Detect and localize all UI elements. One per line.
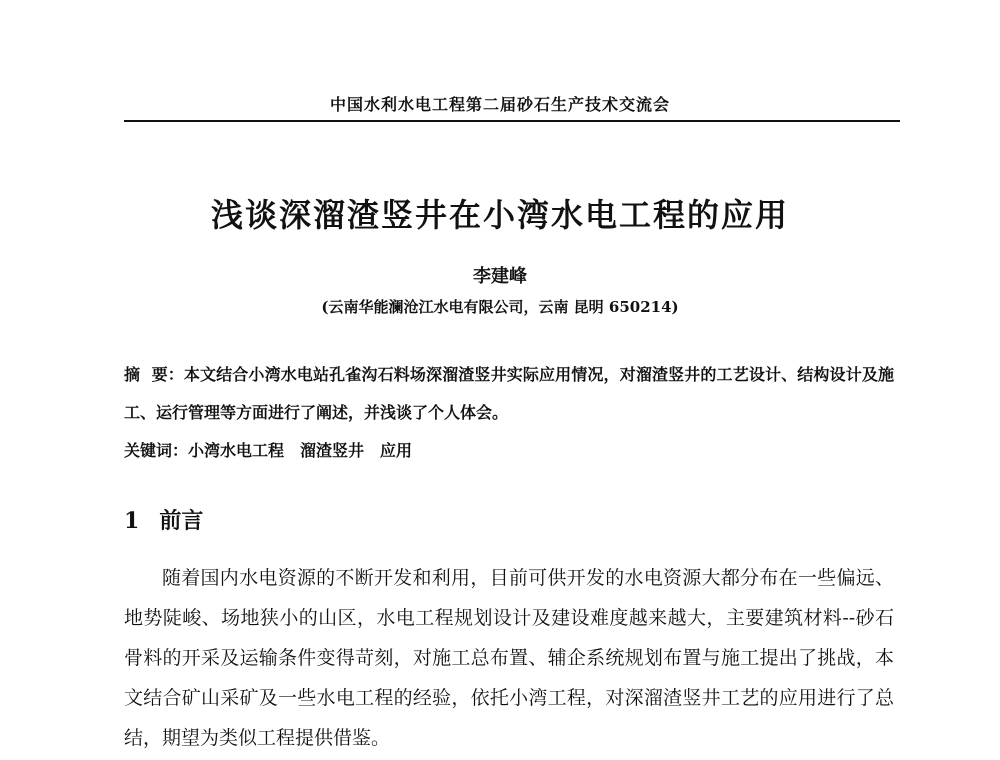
section-number: 1	[124, 508, 140, 534]
header-rule	[124, 120, 900, 122]
keywords	[124, 436, 894, 466]
paper-title: 浅谈深溜渣竖井在小湾水电工程的应用	[210, 196, 789, 234]
keyword-item: 应用	[380, 441, 413, 460]
author-name: 李建峰	[473, 266, 527, 287]
running-header: 中国水利水电工程第二届砂石生产技术交流会	[329, 95, 670, 114]
section-heading	[124, 504, 203, 535]
body-paragraph: 随着国内水电资源的不断开发和利用，目前可供开发的水电资源大都分布在一些偏远、地势陡峻、场地狭小的山区，水电工程规划设计及建设难度越来越大，主要建筑材料--砂石骨料的开采及运输条件变得苛刻，对施工总布置、辅企系统规划布置与施工提出了挑战，本文结合矿山采矿及一些水电工程的经验，依托小湾工程，对深溜渣竖井工艺的应用进行了总结，期望为类似工程提供借鉴。	[124, 567, 894, 749]
abstract	[124, 356, 894, 432]
keyword-item: 小湾水电工程	[188, 441, 285, 460]
author-affiliation: (云南华能澜沧江水电有限公司，云南 昆明 650214)	[321, 298, 679, 316]
keyword-item: 溜渣竖井	[300, 441, 365, 460]
keywords-label: 关键词：	[124, 441, 189, 460]
abstract-label: 摘 要：	[124, 365, 184, 384]
section-title: 前言	[159, 508, 204, 534]
abstract-text: 本文结合小湾水电站孔雀沟石料场深溜渣竖井实际应用情况，对溜渣竖井的工艺设计、结构设计及施工、运行管理等方面进行了阐述，并浅谈了个人体会。	[124, 365, 894, 422]
